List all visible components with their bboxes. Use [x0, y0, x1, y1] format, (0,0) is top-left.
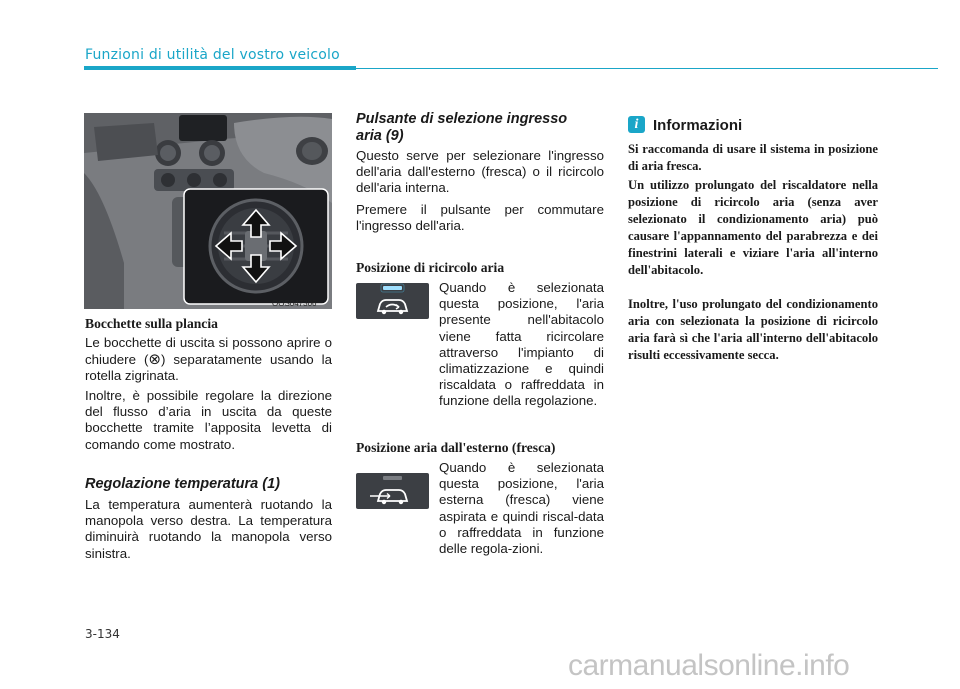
- temperature-heading: Regolazione temperatura (1): [85, 476, 280, 492]
- air-intake-heading-line2: aria (9): [356, 128, 404, 144]
- vents-heading: Bocchette sulla plancia: [85, 316, 218, 331]
- vents-paragraph-2: Inoltre, è possibile regolare la direzione del flusso d’aria in uscita da queste bocchette tramite l’apposita levetta di comando come mostrato.: [85, 388, 332, 452]
- watermark: carmanualsonline.info: [568, 649, 850, 682]
- header-rule-thick: [84, 66, 356, 70]
- fresh-air-car-icon: [356, 473, 429, 509]
- temperature-paragraph: La temperatura aumenterà ruotando la manopola verso destra. La temperatura diminuirà ruotando la manopola verso sinistra.: [85, 497, 332, 561]
- page-number: 3-134: [85, 627, 120, 641]
- recirculation-car-icon: [356, 283, 429, 319]
- vent-close-symbol: ⊗: [148, 350, 161, 369]
- fresh-air-button-image: [356, 473, 429, 509]
- air-intake-paragraph-1: Questo serve per selezionare l'ingresso dell'aria dall'esterno (fresca) o il ricircolo dell'aria interna.: [356, 148, 604, 196]
- header-rule-thin: [356, 68, 938, 70]
- recirculation-paragraph: Quando è selezionata questa posizione, l'aria presente nell'abitacolo viene fatta ricircolare attraverso l'impianto di climatizzazione e quindi riscaldata o raffreddata in funzione della regolazione.: [439, 280, 604, 409]
- air-intake-paragraph-2: Premere il pulsante per commutare l'ingresso dell'aria.: [356, 202, 604, 234]
- fresh-air-heading: Posizione aria dall'esterno (fresca): [356, 440, 556, 455]
- recirculation-button-image: [356, 283, 429, 319]
- recirculation-heading: Posizione di ricircolo aria: [356, 260, 505, 275]
- info-paragraph-1: Si raccomanda di usare il sistema in posizione di aria fresca.: [628, 142, 878, 173]
- fresh-air-paragraph: Quando è selezionata questa posizione, l'aria esterna (fresca) viene aspirata e quindi riscal-data o raffreddata in funzione delle regola-zioni.: [439, 460, 604, 557]
- air-intake-heading-line1: Pulsante di selezione ingresso: [356, 111, 568, 127]
- info-icon: i: [628, 116, 645, 133]
- info-title: Informazioni: [653, 117, 743, 134]
- section-title: Funzioni di utilità del vostro veicolo: [85, 47, 340, 63]
- image-code: OOS047306: [272, 299, 317, 308]
- dashboard-vent-illustration: [84, 113, 332, 309]
- vents-paragraph-1: Le bocchette di uscita si possono aprire o chiudere (⊗) separatamente usando la rotella zigrinata.: [85, 335, 332, 384]
- info-paragraph-3: Inoltre, l'uso prolungato del condizionamento aria con selezionata la posizione di ricircolo aria farà sì che l'aria all'interno dell'abitacolo risulti eccessivamente secca.: [628, 297, 878, 362]
- dashboard-vent-photo: [84, 113, 332, 309]
- info-paragraph-2: Un utilizzo prolungato del riscaldatore nella posizione di ricircolo aria (senza aver selezionato il condizionamento aria) può causare l'appannamento del parabrezza e dei finestrini laterali e viziare l'aria all'interno dell'abitacolo.: [628, 178, 878, 277]
